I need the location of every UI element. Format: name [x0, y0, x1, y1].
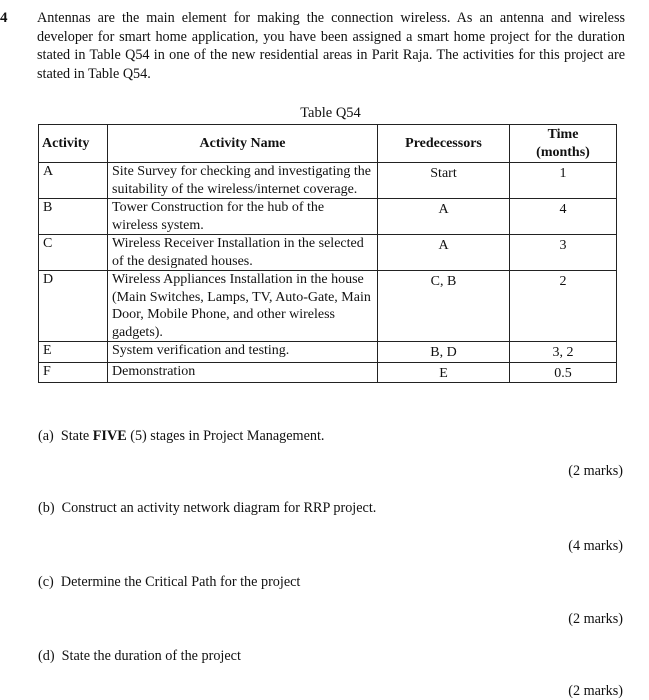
table-caption: Table Q54: [300, 105, 361, 121]
question-a-marks: (2 marks): [568, 463, 623, 479]
question-d-text: State the duration of the project: [61, 648, 241, 664]
question-b-marks: (4 marks): [568, 538, 623, 554]
question-a-bold: FIVE: [92, 428, 127, 444]
table-row: [39, 235, 617, 271]
table-row: [39, 199, 617, 235]
question-d: [38, 648, 241, 665]
question-a-text: State: [60, 428, 93, 444]
cell-predecessors: A: [378, 199, 510, 235]
cell-activity: E: [39, 342, 108, 363]
cell-time: 0.5: [510, 362, 617, 383]
intro-paragraph: Antennas are the main element for making the connection wireless. As an antenna and wireless developer for smart home application, you have been assigned a smart home project for the duration stated in Table Q54 in one of the new residential areas in Parit Raja. The activities for this project are stated in Table Q54.: [37, 10, 625, 82]
cell-activity: A: [39, 163, 108, 199]
cell-activity-name: Site Survey for checking and investigating the suitability of the wireless/internet coverage.: [108, 163, 378, 199]
question-c-marks: (2 marks): [568, 611, 623, 627]
table-header-row: [39, 125, 617, 163]
question-c-text: Determine the Critical Path for the project: [60, 574, 301, 590]
cell-activity-name: Demonstration: [108, 362, 378, 383]
cell-predecessors: C, B: [378, 271, 510, 342]
header-time: Time (months): [510, 125, 617, 163]
question-c-label: (c): [38, 574, 54, 590]
cell-activity: F: [39, 362, 108, 383]
question-b-label: (b): [38, 500, 55, 516]
cell-predecessors: A: [378, 235, 510, 271]
table-row: [39, 163, 617, 199]
question-d-label: (d): [38, 648, 55, 664]
cell-predecessors: B, D: [378, 342, 510, 363]
cell-activity-name: Wireless Appliances Installation in the house (Main Switches, Lamps, TV, Auto-Gate, Main Door, Mobile Phone, and other wireless gadgets).: [108, 271, 378, 342]
table-row: [39, 362, 617, 383]
header-activity-name: Activity Name: [108, 125, 378, 163]
question-d-marks: (2 marks): [568, 683, 623, 699]
cell-activity: D: [39, 271, 108, 342]
question-a: [38, 428, 324, 445]
cell-activity-name: Wireless Receiver Installation in the selected of the designated houses.: [108, 235, 378, 271]
question-c: [38, 574, 300, 591]
cell-time: 4: [510, 199, 617, 235]
cell-time: 2: [510, 271, 617, 342]
question-a-label: (a): [38, 428, 54, 444]
cell-activity-name: System verification and testing.: [108, 342, 378, 363]
cell-activity: C: [39, 235, 108, 271]
cell-time: 1: [510, 163, 617, 199]
cell-activity-name: Tower Construction for the hub of the wireless system.: [108, 199, 378, 235]
question-number: 4: [0, 10, 8, 26]
cell-predecessors: E: [378, 362, 510, 383]
question-b: [38, 500, 376, 517]
cell-time: 3, 2: [510, 342, 617, 363]
cell-predecessors: Start: [378, 163, 510, 199]
cell-activity: B: [39, 199, 108, 235]
header-activity: Activity: [39, 125, 108, 163]
activity-table: [38, 124, 617, 383]
cell-time: 3: [510, 235, 617, 271]
table-row: [39, 342, 617, 363]
question-b-text: Construct an activity network diagram for RRP project.: [61, 500, 377, 516]
header-predecessors: Predecessors: [378, 125, 510, 163]
question-a-text-after: (5) stages in Project Management.: [126, 428, 325, 444]
table-row: [39, 271, 617, 342]
